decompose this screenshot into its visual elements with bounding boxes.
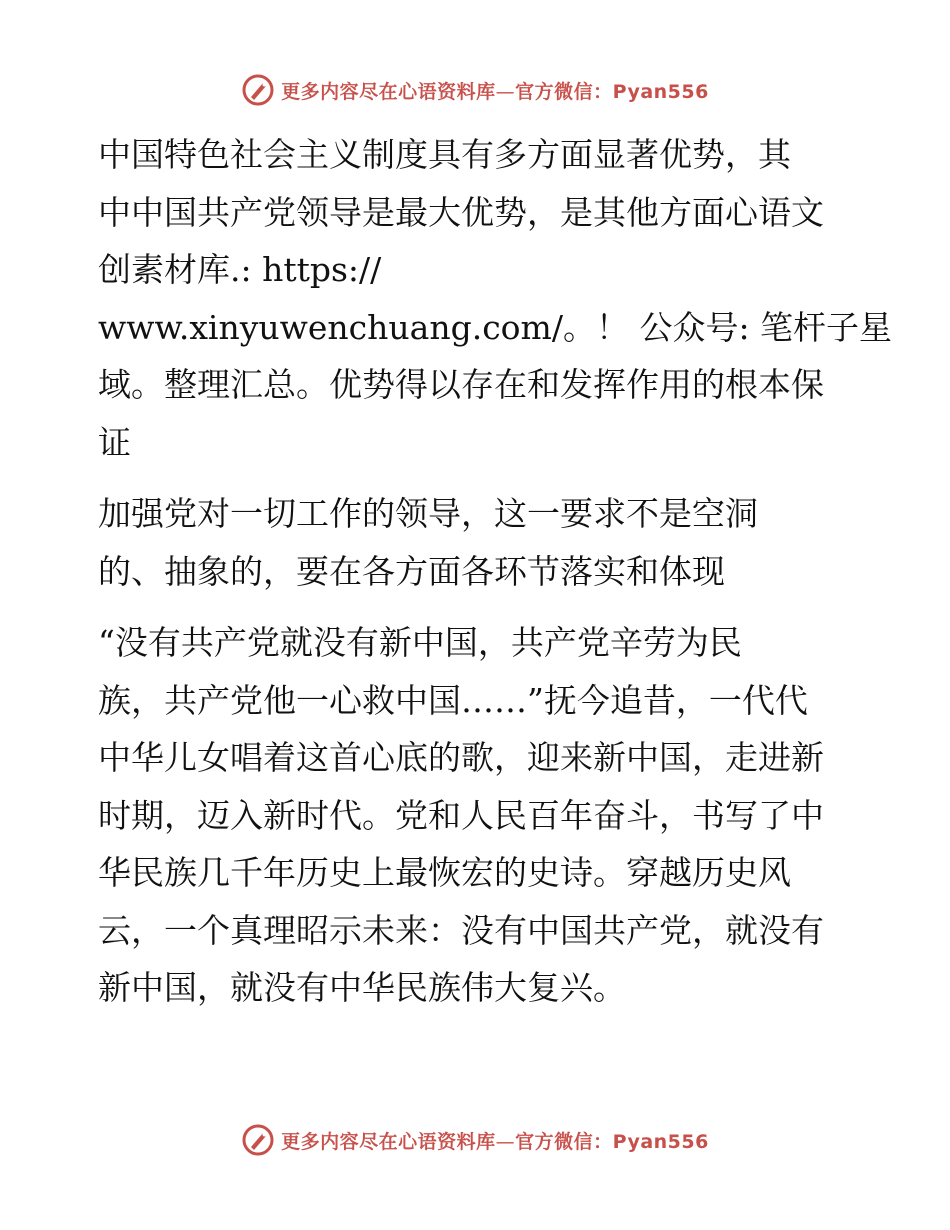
paragraph-line: 加强党对一切工作的领导，这一要求不是空洞	[98, 494, 758, 533]
footer-banner-text	[281, 1127, 709, 1154]
header-banner-separator: —	[495, 80, 516, 103]
footer-banner-main: 更多内容尽在心语资料库	[281, 1130, 496, 1153]
header-banner	[0, 70, 950, 110]
paragraph-line: 中华儿女唱着这首心底的歌，迎来新中国，走进新	[98, 738, 824, 777]
paragraph-line: 证	[98, 422, 131, 462]
pen-nib-circle-icon	[241, 73, 275, 107]
paragraph-line: 时期，迈入新时代。党和人民百年奋斗，书写了中	[98, 795, 824, 835]
paragraph-2	[98, 485, 848, 600]
footer-banner-separator: —	[495, 1130, 516, 1153]
header-banner-main: 更多内容尽在心语资料库	[281, 80, 496, 103]
header-banner-text	[281, 77, 709, 104]
paragraph-line: 的、抽象的，要在各方面各环节落实和体现	[98, 551, 725, 591]
paragraph-line: 华民族几千年历史上最恢宏的史诗。穿越历史风	[98, 853, 791, 892]
footer-banner-wechat: 官方微信：Pyan556	[515, 1130, 709, 1153]
footer-banner	[0, 1120, 950, 1160]
paragraph-line: 新中国，就没有中华民族伟大复兴。	[98, 968, 626, 1007]
document-body	[98, 126, 893, 1017]
paragraph-line: 云，一个真理昭示未来：没有中国共产党，就没有	[98, 910, 824, 950]
paragraph-line: 族，共产党他一心救中国……”抚今追昔，一代代	[98, 680, 808, 720]
paragraph-line: www.xinyuwenchuang.com/。！ 公众号: 笔杆子星	[98, 307, 893, 347]
paragraph-line: 中国特色社会主义制度具有多方面显著优势，其	[98, 135, 791, 174]
paragraph-line: 中中国共产党领导是最大优势，是其他方面心语文	[98, 192, 824, 232]
paragraph-line: 创素材库.: https://	[98, 250, 382, 289]
paragraph-3	[98, 614, 848, 1017]
pen-nib-circle-icon	[241, 1123, 275, 1157]
paragraph-line: 域。整理汇总。优势得以存在和发挥作用的根本保	[98, 365, 824, 404]
paragraph-line: “没有共产党就没有新中国，共产党辛劳为民	[98, 623, 742, 662]
paragraph-1	[98, 126, 893, 471]
header-banner-wechat: 官方微信：Pyan556	[515, 80, 709, 103]
